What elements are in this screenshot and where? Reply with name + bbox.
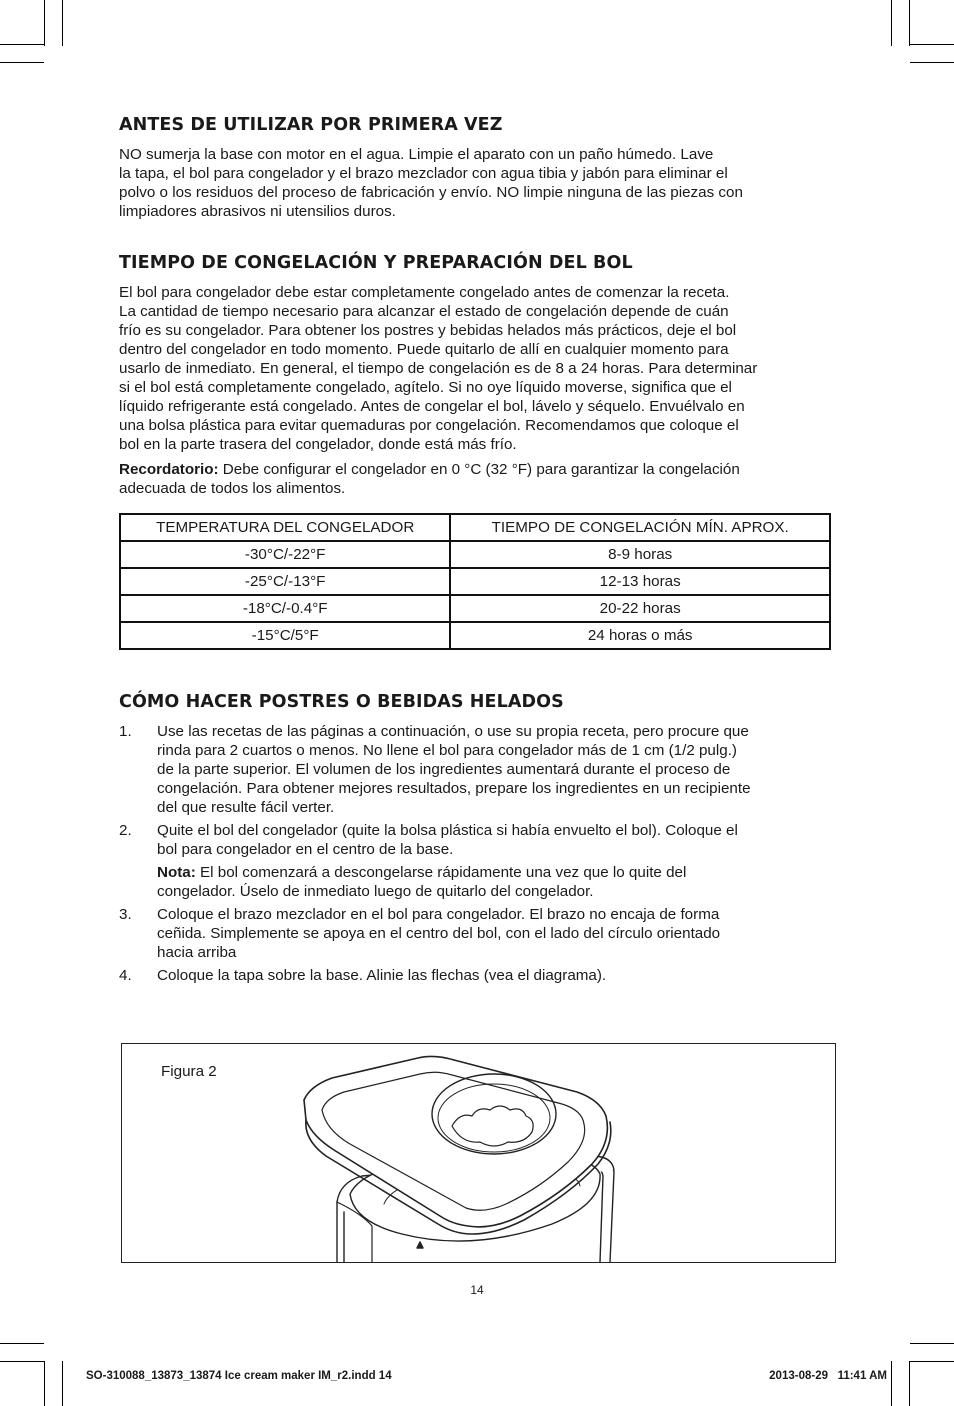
table-row	[120, 541, 830, 568]
reminder-label: Recordatorio:	[119, 461, 219, 478]
text-line: usarlo de inmediato. En general, el tiempo de congelación es de 8 a 24 horas. Para determinar	[119, 360, 758, 377]
crop-mark	[891, 0, 892, 46]
figure-label: Figura 2	[161, 1063, 217, 1080]
crop-mark	[910, 62, 954, 63]
table-cell: -18°C/-0.4°F	[120, 595, 450, 622]
crop-mark	[910, 1343, 954, 1344]
note-label: Nota:	[157, 864, 196, 881]
text-line: Quite el bol del congelador (quite la bolsa plástica si había envuelto el bol). Coloque el	[157, 822, 738, 839]
column-header-time: TIEMPO DE CONGELACIÓN MÍN. APROX.	[450, 514, 830, 541]
table-header-row	[120, 514, 830, 541]
crop-mark	[62, 0, 63, 46]
text-line: si el bol está completamente congelado, agítelo. Si no oye líquido moverse, significa que el	[119, 379, 732, 396]
heading-how-to-make: CÓMO HACER POSTRES O BEBIDAS HELADOS	[119, 692, 564, 712]
text-line: La cantidad de tiempo necesario para alcanzar el estado de congelación depende de cuán	[119, 303, 729, 320]
page-content	[119, 113, 835, 989]
freezing-time-table	[119, 513, 831, 650]
table-row	[120, 568, 830, 595]
crop-mark	[0, 1343, 44, 1344]
table-cell: -30°C/-22°F	[120, 541, 450, 568]
crop-mark	[910, 1361, 954, 1362]
reminder-paragraph	[119, 460, 835, 498]
list-item	[119, 966, 835, 985]
crop-mark	[0, 44, 44, 45]
slug-filename: SO-310088_13873_13874 Ice cream maker IM_r2.indd 14	[86, 1370, 392, 1382]
slug-timestamp: 2013-08-29 11:41 AM	[769, 1370, 887, 1382]
text-line: NO sumerja la base con motor en el agua. Limpie el aparato con un paño húmedo. Lave	[119, 146, 714, 163]
text-line: dentro del congelador en todo momento. Puede quitarlo de allí en cualquier momento para	[119, 341, 729, 358]
text-line: Coloque el brazo mezclador en el bol para congelador. El brazo no encaja de forma	[157, 906, 720, 923]
text-line: Coloque la tapa sobre la base. Alinie las flechas (vea el diagrama).	[157, 967, 607, 984]
text-line: del que resulte fácil verter.	[157, 799, 335, 816]
crop-mark	[891, 1361, 892, 1406]
text-line: bol en la parte trasera del congelador, donde está más frío.	[119, 436, 517, 453]
text-line: la tapa, el bol para congelador y el brazo mezclador con agua tibia y jabón para eliminar el	[119, 165, 728, 182]
crop-mark	[909, 0, 910, 46]
crop-mark	[44, 0, 45, 46]
text-line: limpiadores abrasivos ni utensilios duros.	[119, 203, 396, 220]
column-header-temperature: TEMPERATURA DEL CONGELADOR	[120, 514, 450, 541]
table-cell: 12-13 horas	[450, 568, 830, 595]
text-line: rinda para 2 cuartos o menos. No llene el bol para congelador más de 1 cm (1/2 pulg.)	[157, 742, 737, 759]
list-item	[119, 722, 835, 817]
text-line: hacia arriba	[157, 944, 237, 961]
step-number: 2.	[119, 822, 132, 839]
table-cell: 8-9 horas	[450, 541, 830, 568]
table-cell: 24 horas o más	[450, 622, 830, 649]
figure-box	[121, 1043, 836, 1263]
text-line: líquido refrigerante está congelado. Antes de congelar el bol, lávelo y séquelo. Envuélvalo en	[119, 398, 745, 415]
text-line: congelación. Para obtener mejores resultados, prepare los ingredientes en un recipiente	[157, 780, 751, 797]
text-line: ceñida. Simplemente se apoya en el centro del bol, con el lado del círculo orientado	[157, 925, 721, 942]
text-line: Debe configurar el congelador en 0 °C (32 °F) para garantizar la congelación	[218, 461, 740, 478]
step-note	[157, 863, 835, 901]
table-cell: -15°C/5°F	[120, 622, 450, 649]
table-cell: -25°C/-13°F	[120, 568, 450, 595]
crop-mark	[910, 44, 954, 45]
list-item	[119, 905, 835, 962]
crop-mark	[0, 1361, 44, 1362]
crop-mark	[62, 1361, 63, 1406]
table-row	[120, 595, 830, 622]
steps-list	[119, 722, 835, 985]
text-line: adecuada de todos los alimentos.	[119, 480, 346, 497]
step-text	[157, 966, 835, 985]
text-line: de la parte superior. El volumen de los ingredientes aumentará durante el proceso de	[157, 761, 731, 778]
heading-first-use: ANTES DE UTILIZAR POR PRIMERA VEZ	[119, 115, 503, 135]
heading-freezing-time: TIEMPO DE CONGELACIÓN Y PREPARACIÓN DEL BOL	[119, 253, 633, 273]
paragraph-freezing-time	[119, 283, 835, 454]
table-cell: 20-22 horas	[450, 595, 830, 622]
crop-mark	[44, 1361, 45, 1406]
ice-cream-maker-illustration	[122, 1044, 835, 1262]
text-line: una bolsa plástica para evitar quemaduras por congelación. Recomendamos que coloque el	[119, 417, 739, 434]
crop-mark	[0, 62, 44, 63]
arrow-up-icon	[417, 1242, 423, 1248]
step-text	[157, 722, 835, 817]
text-line: El bol comenzará a descongelarse rápidamente una vez que lo quite del	[195, 864, 687, 881]
text-line: frío es su congelador. Para obtener los postres y bebidas helados más prácticos, deje el bol	[119, 322, 737, 339]
paragraph-first-use	[119, 145, 835, 221]
step-text	[157, 905, 835, 962]
page-number: 14	[470, 1283, 484, 1297]
text-line: polvo o los residuos del proceso de fabricación y envío. NO limpie ninguna de las piezas con	[119, 184, 743, 201]
step-text	[157, 821, 835, 901]
step-number: 3.	[119, 906, 132, 923]
text-line: bol para congelador en el centro de la base.	[157, 841, 454, 858]
text-line: El bol para congelador debe estar completamente congelado antes de comenzar la receta.	[119, 284, 730, 301]
crop-mark	[909, 1361, 910, 1406]
list-item	[119, 821, 835, 901]
step-number: 4.	[119, 967, 132, 984]
table-row	[120, 622, 830, 649]
text-line: Use las recetas de las páginas a continuación, o use su propia receta, pero procure que	[157, 723, 749, 740]
step-number: 1.	[119, 723, 132, 740]
text-line: congelador. Úselo de inmediato luego de quitarlo del congelador.	[157, 883, 594, 900]
